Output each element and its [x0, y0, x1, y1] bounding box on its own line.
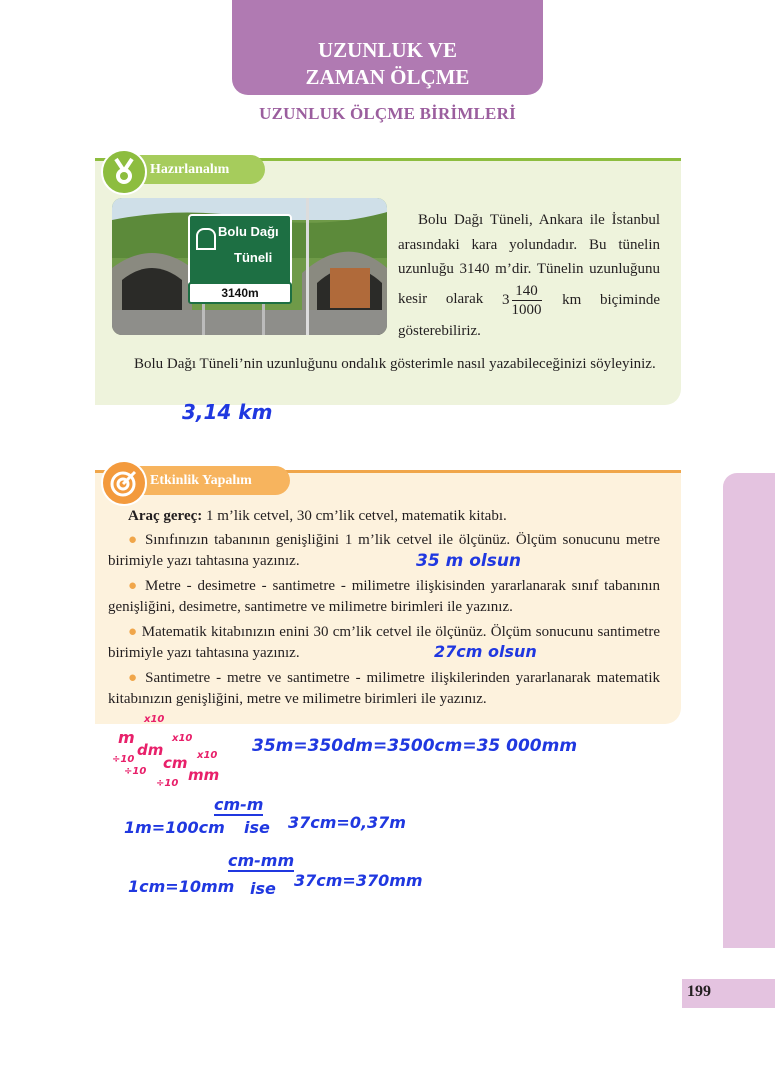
- handwritten-note-1: 35 m olsun: [416, 551, 522, 571]
- tunnel-sign: [188, 214, 292, 288]
- activity-item-4: Santimetre - metre ve santimetre - milimetre ilişkilerinden yararlanarak matematik kitabınızın genişliğini, metre ve milimetre birimleri ile yazınız.: [108, 670, 660, 707]
- mixed-whole: 3: [502, 291, 510, 308]
- times-ten-1: x10: [144, 714, 165, 725]
- activity-label: Etkinlik Yapalım: [150, 473, 252, 488]
- divide-ten-1: ÷10: [112, 754, 135, 765]
- materials-text: 1 m’lik cetvel, 30 cm’lik cetvel, matematik kitabı.: [202, 508, 507, 524]
- section-subtitle: UZUNLUK ÖLÇME BİRİMLERİ: [259, 104, 516, 123]
- list-item: [108, 530, 660, 572]
- fraction-numerator: 140: [512, 282, 542, 301]
- equation-37cm-mm: 37cm=370mm: [294, 871, 423, 890]
- medal-icon: [101, 149, 147, 195]
- materials-label: Araç gereç:: [128, 508, 203, 524]
- heading-cm-mm: cm-mm: [228, 851, 295, 870]
- divide-ten-2: ÷10: [124, 766, 147, 777]
- ise-word-2: ise: [250, 879, 276, 898]
- sign-distance: 3140m: [188, 282, 292, 304]
- tunnel-text: Bolu Dağı Tüneli, Ankara ile İstanbul arasındaki kara yolundadır. Bu tünelin uzunluğu 3140 m’dir. Tünelin uzunluğunu kesir olarak: [398, 212, 660, 308]
- unit-mm: mm: [188, 766, 220, 784]
- page-number: 199: [687, 983, 711, 1000]
- tunnel-icon: [196, 228, 216, 250]
- handwritten-note-2: 27cm olsun: [434, 642, 537, 661]
- times-ten-2: x10: [172, 733, 193, 744]
- equation-1cm: 1cm=10mm: [128, 877, 235, 896]
- times-ten-3: x10: [197, 750, 218, 761]
- activity-item-2: Metre - desimetre - santimetre - milimetre ilişkisinden yararlanarak sınıf tabanının genişliğini, desimetre, santimetre ve milimetre birimleri ile yazınız.: [108, 578, 661, 615]
- list-item: [108, 668, 660, 710]
- sign-line2: Tüneli: [234, 250, 273, 265]
- equation-37cm-m: 37cm=0,37m: [288, 813, 406, 832]
- ise-word-1: ise: [244, 818, 270, 837]
- handwritten-answer: 3,14 km: [182, 400, 273, 424]
- conversion-equation-1: 35m=350dm=3500cm=35 000mm: [252, 736, 578, 756]
- heading-cm-m: cm-m: [214, 795, 264, 814]
- list-item: [108, 622, 660, 664]
- unit-dm: dm: [137, 741, 164, 759]
- fraction: [512, 282, 542, 319]
- question-text: Bolu Dağı Tüneli’nin uzunluğunu ondalık gösterimle nasıl yazabileceğinizi söyleyiniz.: [134, 356, 656, 372]
- divide-ten-3: ÷10: [156, 778, 179, 789]
- unit-cm: cm: [163, 754, 188, 772]
- unit-m: m: [118, 728, 135, 747]
- bullet-icon: ●: [128, 578, 146, 594]
- tunnel-text-end: km biçiminde gösterebiliriz.: [398, 291, 661, 339]
- target-icon: [101, 460, 147, 506]
- prepare-header: [132, 155, 265, 184]
- activity-item-1: Sınıfınızın tabanının genişliğini 1 m’lik cetvel ile ölçünüz. Ölçüm sonucunu metre birimiyle yazı tahtasına yazınız.: [108, 532, 661, 569]
- bullet-icon: ●: [128, 670, 146, 686]
- side-tab: [723, 473, 775, 948]
- sign-line1: Bolu Dağı: [218, 224, 279, 239]
- chapter-title-line1: UZUNLUK VE: [317, 38, 458, 62]
- equation-1m: 1m=100cm: [124, 818, 225, 837]
- materials-line: [108, 506, 660, 527]
- prepare-question: [112, 354, 660, 375]
- fraction-denominator: 1000: [511, 301, 542, 318]
- chapter-title: [232, 0, 543, 95]
- chapter-title-line2: ZAMAN ÖLÇME: [305, 65, 470, 89]
- tunnel-paragraph: [398, 208, 660, 343]
- bullet-icon: ●: [128, 624, 142, 640]
- activity-item-3: Matematik kitabınızın enini 30 cm’lik cetvel ile ölçünüz. Ölçüm sonucunu santimetre birimiyle yazı tahtasına yazınız.: [108, 624, 660, 661]
- list-item: [108, 576, 660, 618]
- prepare-label: Hazırlanalım: [150, 162, 230, 177]
- bullet-icon: ●: [128, 532, 145, 548]
- activity-header: [132, 466, 290, 495]
